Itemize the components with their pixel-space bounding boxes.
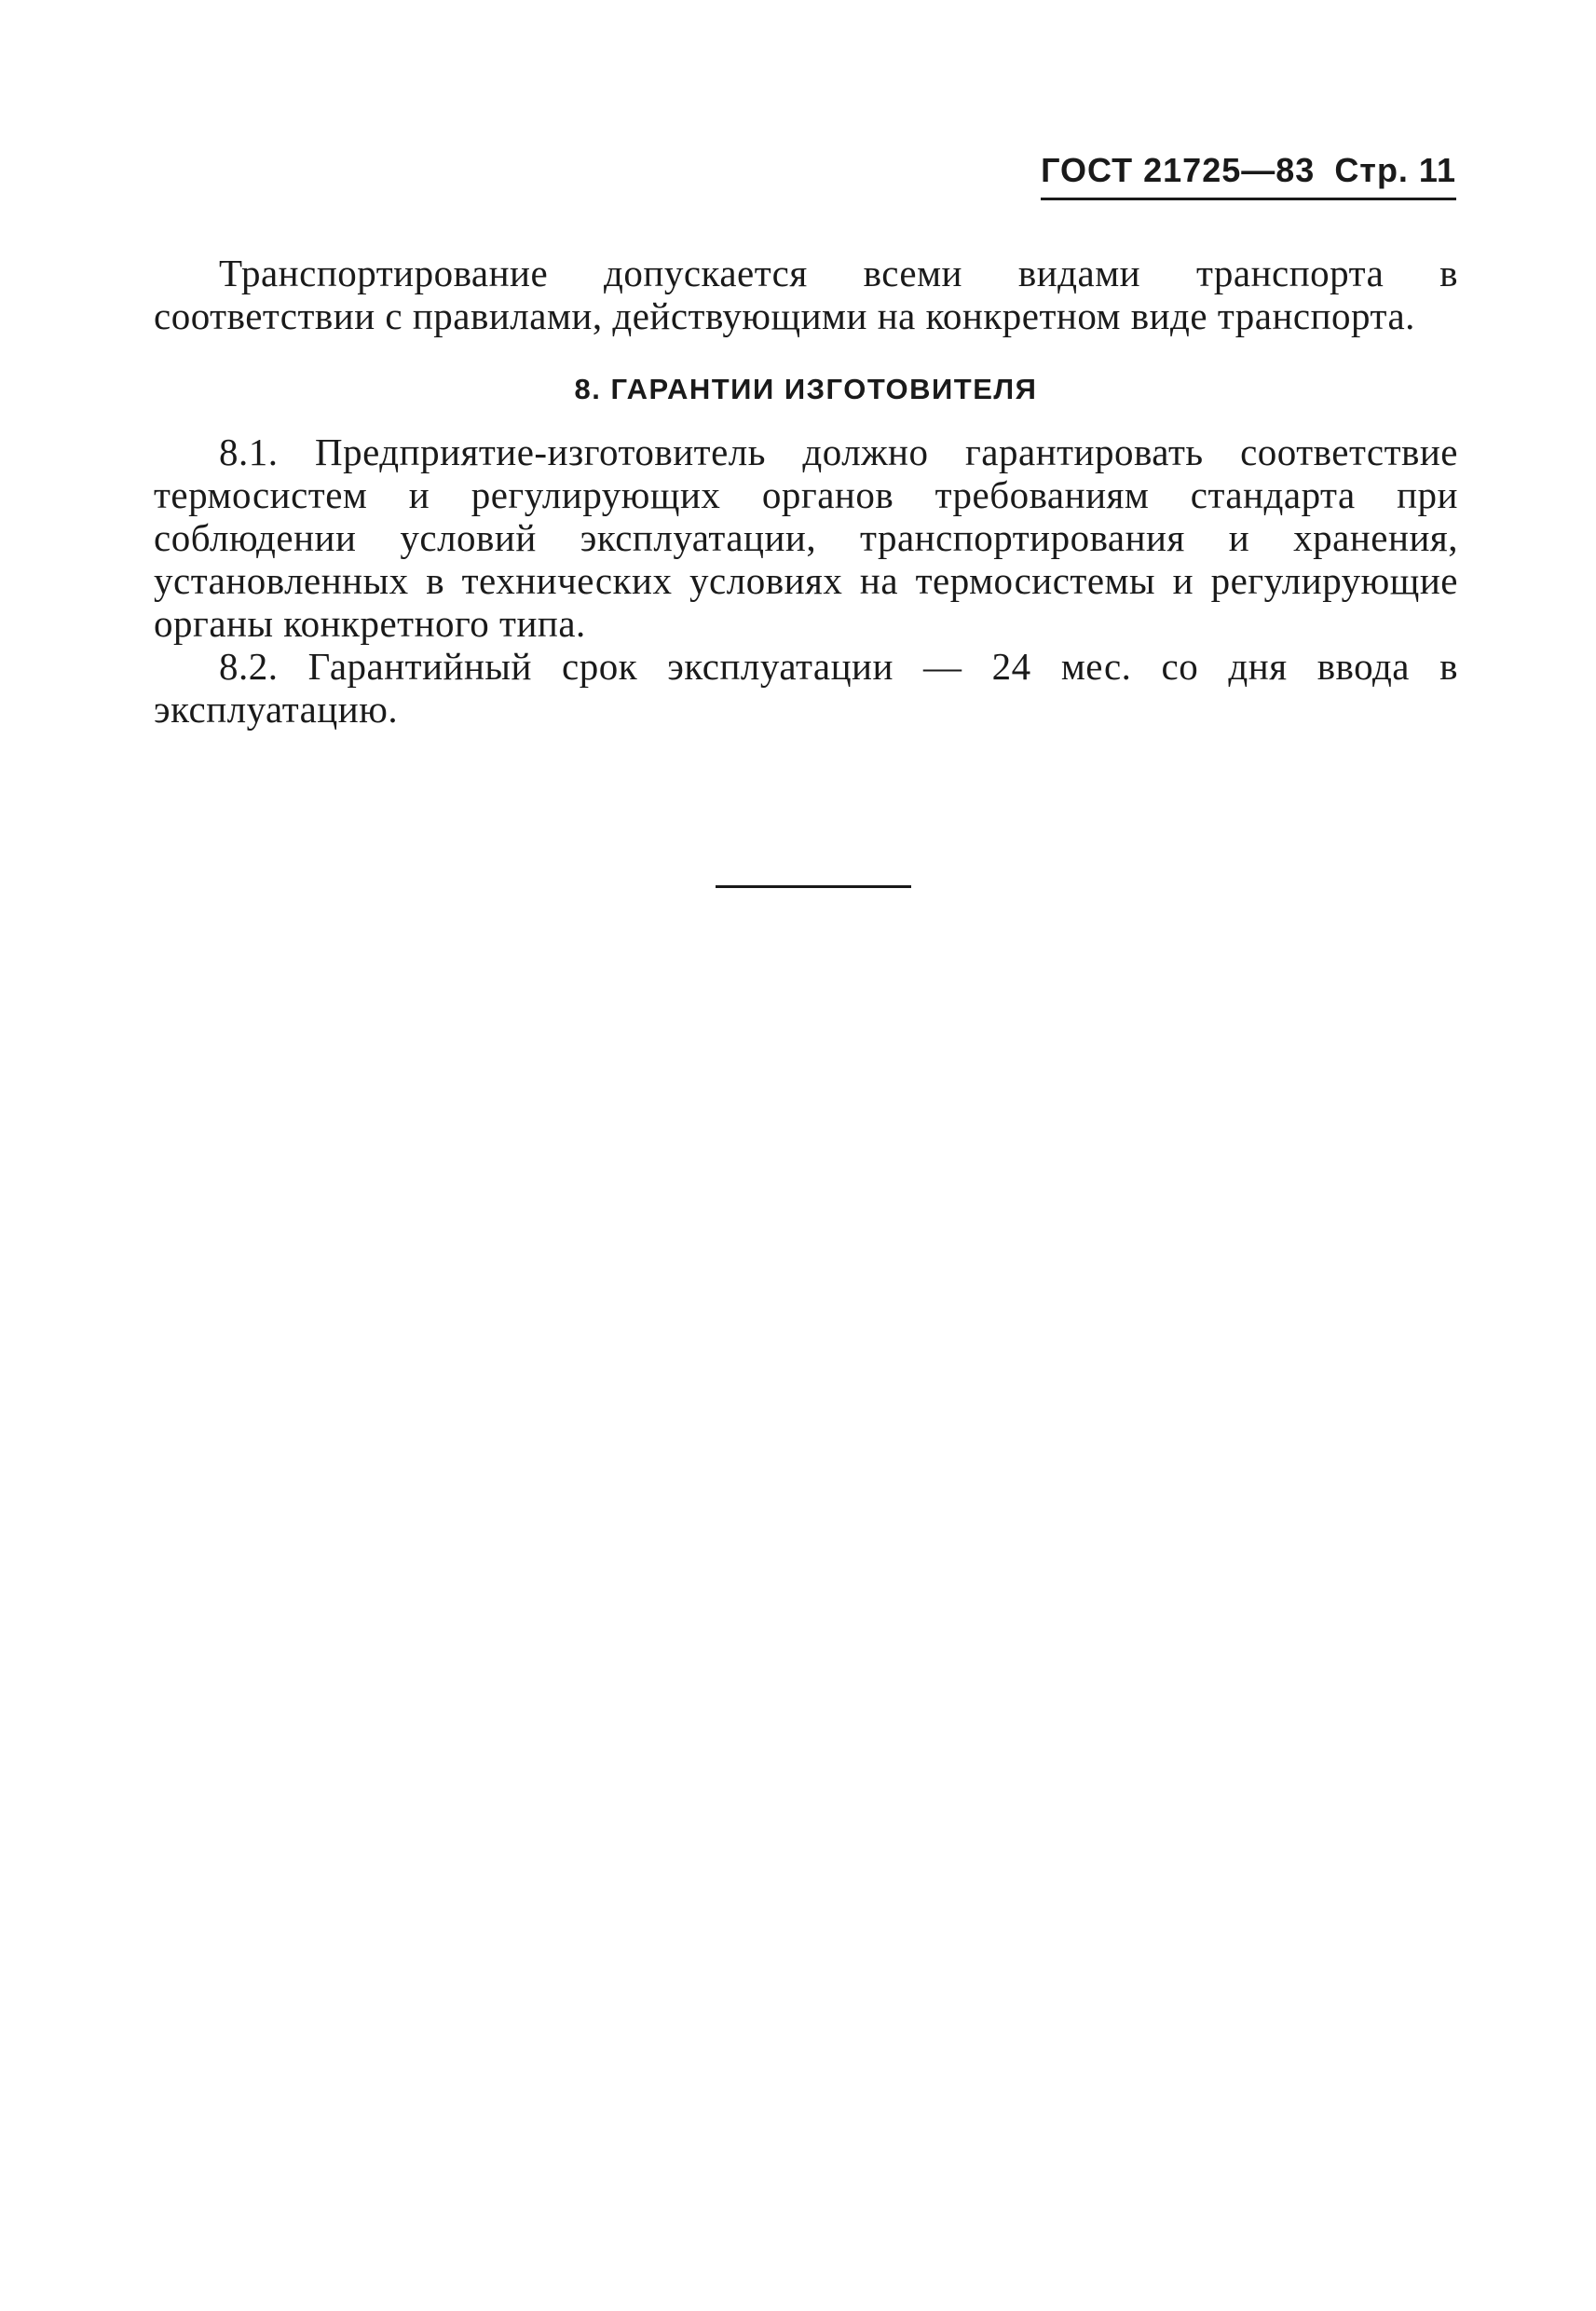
- section-title: 8. ГАРАНТИИ ИЗГОТОВИТЕЛЯ: [574, 373, 1038, 405]
- page-header: [1041, 151, 1456, 200]
- page-number: Стр. 11: [1334, 151, 1456, 189]
- end-divider: [716, 885, 911, 888]
- clause-8-2: 8.2. Гарантийный срок эксплуатации — 24 мес. со дня ввода в эксплуатацию.: [154, 645, 1458, 731]
- clause-8-1: 8.1. Предприятие-изготовитель должно гарантировать соответствие термосистем и регулирующих органов требованиям стандарта при соблюдении условий эксплуатации, транспортирования и хранения, установленных в технических условиях на термосистемы и регулирующие органы конкретного типа.: [154, 431, 1458, 645]
- document-body: [154, 252, 1458, 731]
- standard-number: ГОСТ 21725—83: [1041, 151, 1316, 189]
- transport-paragraph: Транспортирование допускается всеми видами транспорта в соответствии с правилами, действующими на конкретном виде транспорта.: [154, 252, 1458, 337]
